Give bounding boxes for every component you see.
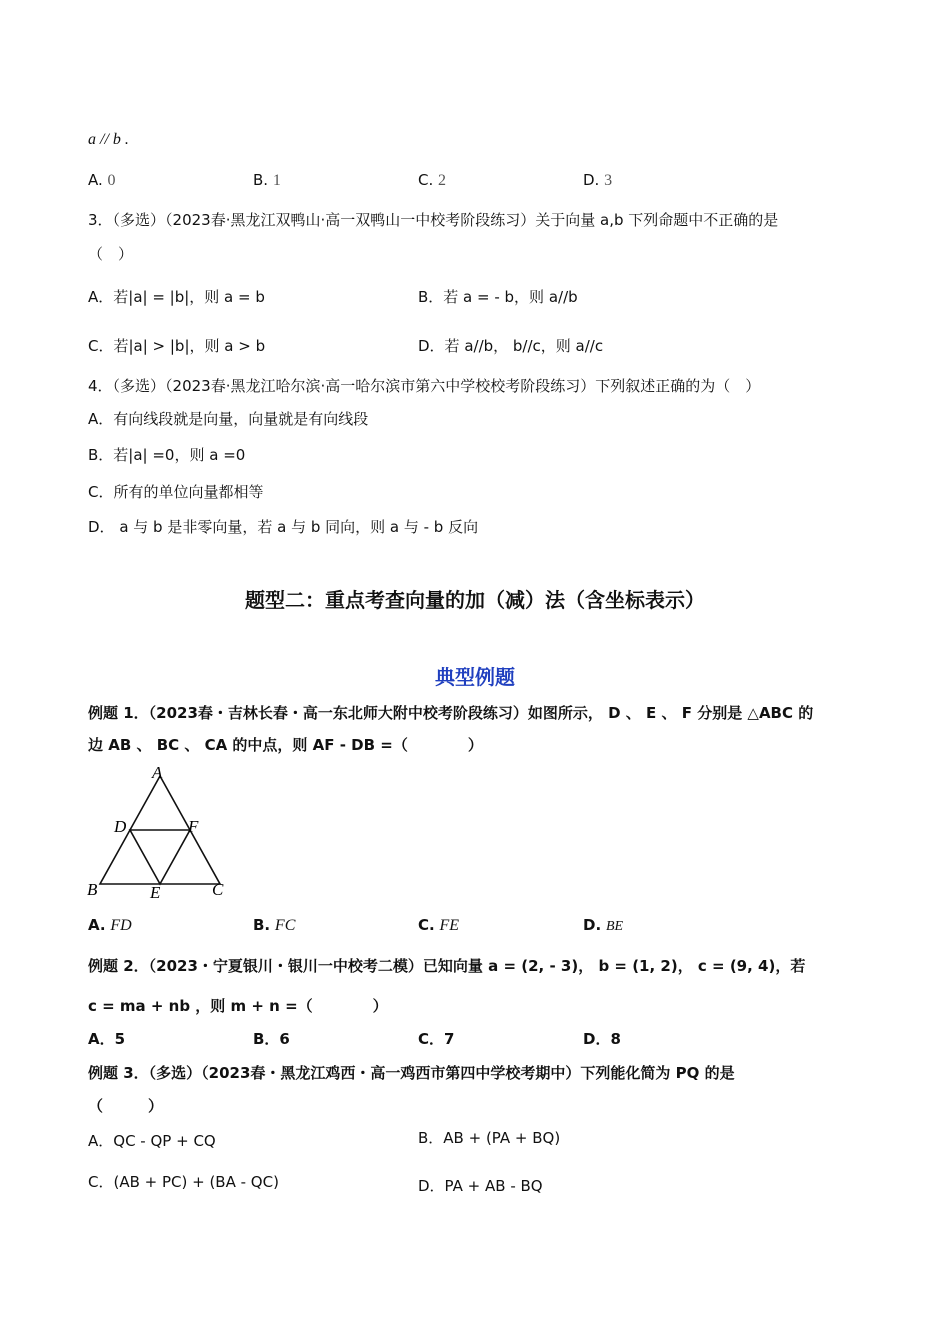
ex3-line1: 例题 3．（多选）（2023春・黑龙江鸡西・高一鸡西市第四中学校考期中）下列能化简为 PQ 的是 <box>88 1064 735 1082</box>
ex1-line1: 例题 1．（2023春・吉林长春・高一东北师大附中校考阶段练习）如图所示， D 、 E 、 F 分别是 △ABC 的 <box>88 704 814 722</box>
q3-option-d: D．若 a//b， b//c，则 a//c <box>418 337 604 355</box>
prev-option-a <box>88 171 116 190</box>
prev-option-c <box>418 171 446 190</box>
ex3-option-b: B．AB + (PA + BQ) <box>418 1129 561 1147</box>
option-label: B. <box>253 171 269 189</box>
ex2-option-c: C．7 <box>418 1030 455 1048</box>
midpoint-triangle <box>130 830 190 884</box>
ex2-option-b: B．6 <box>253 1030 290 1048</box>
q3-option-c: C．若|a| > |b|，则 a > b <box>88 337 266 355</box>
q4-option-d: D． a 与 b 是非零向量，若 a 与 b 同向，则 a 与 - b 反向 <box>88 518 479 536</box>
option-label: B. <box>253 916 271 934</box>
ex3-line2: （ ） <box>88 1097 164 1115</box>
option-label: D. <box>583 916 602 934</box>
ex1-line2: 边 AB 、 BC 、 CA 的中点，则 AF - DB =（ ） <box>88 736 483 754</box>
prev-option-d <box>583 171 612 190</box>
vertex-label-b: B <box>87 880 98 899</box>
option-label: C. <box>418 916 435 934</box>
option-value: FC <box>274 917 296 934</box>
sub-title: 典型例题 <box>435 665 515 689</box>
ex1-option-b <box>253 916 295 935</box>
option-value: FD <box>110 917 132 934</box>
midpoint-label-e: E <box>150 883 161 902</box>
vertex-label-c: C <box>212 880 224 899</box>
option-label: A. <box>88 916 106 934</box>
midpoint-label-f: F <box>188 817 199 836</box>
ex1-option-a <box>88 916 132 935</box>
option-value: 3 <box>604 172 613 189</box>
midpoint-label-d: D <box>114 817 127 836</box>
q4-stem: 4．（多选）（2023春·黑龙江哈尔滨·高一哈尔滨市第六中学校校考阶段练习）下列叙述正确的为（ ） <box>88 377 761 395</box>
option-label: C. <box>418 171 434 189</box>
q3-paren: （ ） <box>88 245 134 263</box>
q3-option-b: B．若 a = - b，则 a//b <box>418 288 578 306</box>
ex2-line1: 例题 2．（2023・宁夏银川・银川一中校考二模）已知向量 a = (2, - 3)， b = (1, 2)， c = (9, 4)，若 <box>88 957 806 975</box>
option-label: A. <box>88 171 103 189</box>
q4-option-a: A．有向线段就是向量，向量就是有向线段 <box>88 410 369 428</box>
q4-option-b: B．若|a| =0，则 a =0 <box>88 446 246 464</box>
ex3-option-a: A．QC - QP + CQ <box>88 1132 216 1150</box>
q4-option-c: C．所有的单位向量都相等 <box>88 483 264 501</box>
q3-stem: 3．（多选）（2023春·黑龙江双鸭山·高一双鸭山一中校考阶段练习）关于向量 a,b 下列命题中不正确的是 <box>88 211 779 229</box>
ex3-option-d: D．PA + AB - BQ <box>418 1177 543 1195</box>
option-value: 2 <box>438 172 447 189</box>
option-value: FE <box>439 917 460 934</box>
ex1-option-d <box>583 916 623 935</box>
ex3-option-c: C．(AB + PC) + (BA - QC) <box>88 1173 279 1191</box>
q3-option-a: A．若|a| = |b|，则 a = b <box>88 288 265 306</box>
ex2-line2: c = ma + nb ，则 m + n =（ ） <box>88 997 388 1015</box>
ex2-option-d: D．8 <box>583 1030 621 1048</box>
option-value: 0 <box>107 172 116 189</box>
option-label: D. <box>583 171 600 189</box>
ex1-option-c <box>418 916 459 935</box>
option-value: 1 <box>272 172 281 189</box>
ex2-option-a: A．5 <box>88 1030 126 1048</box>
section-title: 题型二：重点考查向量的加（减）法（含坐标表示） <box>245 588 705 612</box>
prev-option-b <box>253 171 281 190</box>
triangle-figure <box>84 762 234 902</box>
vertex-label-a: A <box>152 763 163 782</box>
option-value: BE <box>605 919 624 934</box>
prev-question-tail: a // b . <box>88 131 129 148</box>
